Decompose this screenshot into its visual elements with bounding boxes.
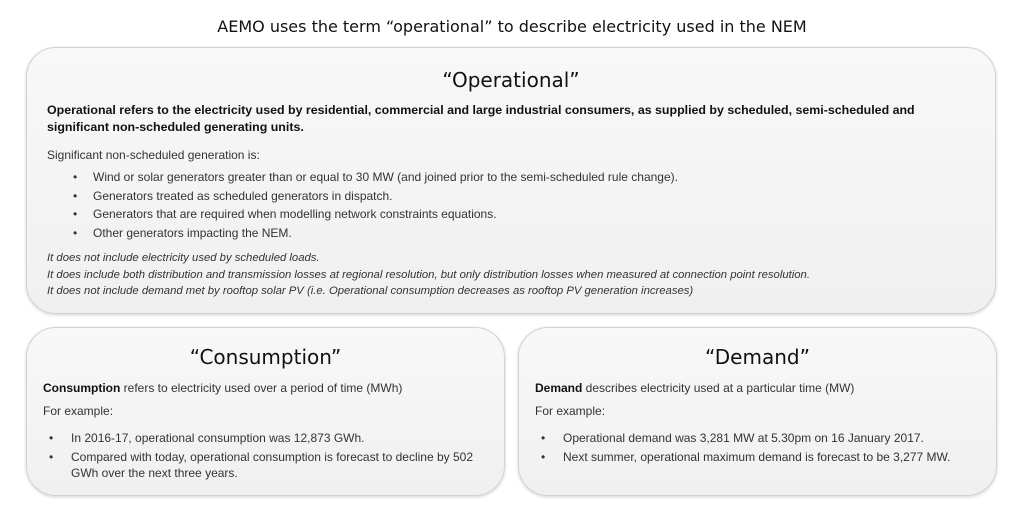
demand-title: “Demand” bbox=[705, 345, 810, 369]
operational-title: “Operational” bbox=[442, 68, 580, 92]
non-scheduled-list bbox=[47, 168, 975, 242]
note-losses: It does include both distribution and transmission losses at regional resolution, but only distribution losses when measured at connection point resolution. bbox=[47, 268, 810, 281]
consumption-definition bbox=[43, 381, 488, 395]
note-rooftop-pv: It does not include demand met by rooftop solar PV (i.e. Operational consumption decreases as rooftop PV generation increases) bbox=[47, 285, 694, 298]
list-item: • Generators treated as scheduled generators in dispatch. bbox=[73, 187, 975, 206]
demand-example-label: For example: bbox=[535, 404, 606, 418]
list-item: • Next summer, operational maximum demand is forecast to be 3,277 MW. bbox=[541, 449, 980, 465]
list-item: • Generators that are required when modelling network constraints equations. bbox=[73, 205, 975, 224]
non-scheduled-subheading: Significant non-scheduled generation is: bbox=[47, 148, 260, 162]
demand-definition bbox=[535, 381, 980, 395]
page-title: AEMO uses the term “operational” to describe electricity used in the NEM bbox=[217, 17, 807, 36]
operational-definition: Operational refers to the electricity used by residential, commercial and large industrial consumers, as supplied by scheduled, semi-scheduled and significant non-scheduled generating units. bbox=[47, 103, 915, 134]
consumption-term: Consumption bbox=[43, 381, 121, 395]
list-item: • Compared with today, operational consumption is forecast to decline by 502 GWh over the next three years. bbox=[49, 449, 488, 481]
operational-notes bbox=[47, 250, 975, 300]
demand-panel bbox=[518, 327, 997, 496]
consumption-example-label: For example: bbox=[43, 404, 114, 418]
demand-definition-text: describes electricity used at a particular time (MW) bbox=[582, 381, 855, 395]
list-item: • Operational demand was 3,281 MW at 5.30pm on 16 January 2017. bbox=[541, 430, 980, 446]
demand-term: Demand bbox=[535, 381, 583, 395]
list-item: • In 2016-17, operational consumption was 12,873 GWh. bbox=[49, 430, 488, 446]
consumption-definition-text: refers to electricity used over a period of time (MWh) bbox=[120, 381, 403, 395]
demand-examples bbox=[535, 430, 980, 465]
list-item: • Other generators impacting the NEM. bbox=[73, 224, 975, 243]
list-item: • Wind or solar generators greater than or equal to 30 MW (and joined prior to the semi-scheduled rule change). bbox=[73, 168, 975, 187]
note-scheduled-loads: It does not include electricity used by scheduled loads. bbox=[47, 252, 320, 265]
consumption-title: “Consumption” bbox=[189, 345, 342, 369]
consumption-panel bbox=[26, 327, 505, 496]
consumption-examples bbox=[43, 430, 488, 481]
operational-panel bbox=[26, 47, 996, 314]
